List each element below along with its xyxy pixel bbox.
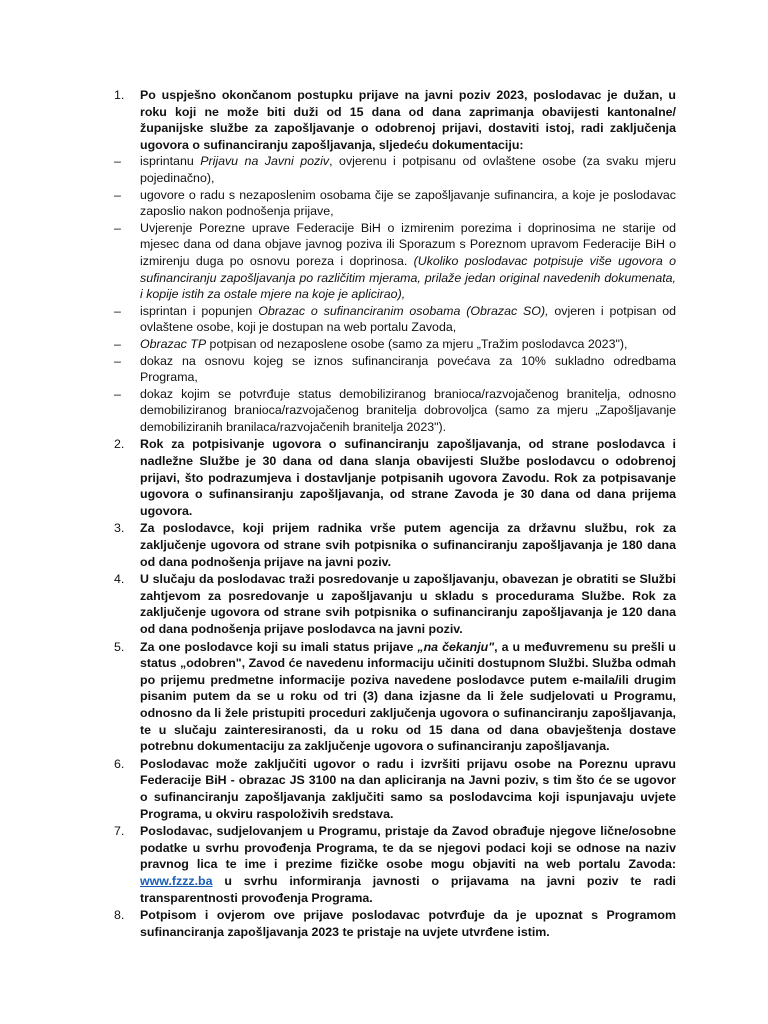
italic-text: Obrazac o sufinanciranim osobama (Obrazac SO),: [258, 303, 549, 318]
text-segment: u svrhu informiranja javnosti o prijavama na javni poziv te radi transparentnosti provođenja Programa.: [140, 873, 676, 905]
paragraph-text: [140, 908, 676, 939]
bullet-dash: –: [114, 220, 121, 235]
numbered-paragraph: [114, 520, 676, 570]
numbered-paragraph: [114, 823, 676, 906]
text-segment: Uvjerenje Porezne uprave Federacije BiH o izmirenim porezima i doprinosima ne starije od mjesec dana od dana objave javnog poziva ili Sporazum s Poreznom upravom Federacije BiH o izmirenju duga po osnovu poreza i doprinosa.: [140, 220, 676, 268]
document-body: [114, 87, 676, 940]
text-segment: isprintanu: [140, 154, 201, 169]
numbered-paragraph: [114, 571, 676, 637]
bullet-item: [114, 153, 676, 186]
bold-text: „odobren": [180, 656, 242, 671]
numbered-paragraph: [114, 87, 676, 153]
paragraph-text: [140, 304, 676, 335]
paragraph-text: [140, 824, 676, 904]
bullet-dash: –: [114, 187, 121, 202]
paragraph-text: [140, 221, 676, 301]
bullet-item: [114, 353, 676, 386]
paragraph-text: [140, 640, 676, 754]
paragraph-number: 2.: [114, 437, 125, 452]
paragraph-number: 1.: [114, 88, 125, 102]
italic-text: Prijavu na Javni poziv: [200, 154, 330, 169]
paragraph-number: 3.: [114, 521, 125, 536]
text-segment: U slučaju da poslodavac traži posredovanje u zapošljavanju, obavezan je obratiti se Službi zahtjevom za posredovanje u zapošljavanju u skladu s procedurama Službe. Rok za zaključenje ugovora od strane svih potpisnika o sufinanciranju zapošljavanja je 120 dana od dana podnošenja prijave poslodavca na javni poziv.: [140, 572, 676, 636]
paragraph-number: 7.: [114, 824, 125, 839]
paragraph-text: [140, 88, 676, 152]
italic-text: (Ukoliko poslodavac potpisuje više ugovora o sufinanciranju zapošljavanja po različitim mjerama, prilaže jedan original navedenih dokumenata, i kopije istih za ostale mjere na koje je aplicirao),: [140, 253, 676, 302]
website-link[interactable]: www.fzzz.ba: [140, 873, 213, 888]
text-segment: dokaz na osnovu kojeg se iznos sufinanciranja povećava za 10% sukladno odredbama Programa,: [140, 353, 676, 385]
text-segment: ovjeren i potpisan od ovlaštene osobe, koji je dostupan na web portalu Zavoda,: [140, 303, 677, 335]
bullet-dash: –: [114, 303, 121, 318]
text-segment: Za one poslodavce koji su imali status prijave: [140, 639, 418, 654]
numbered-paragraph: [114, 907, 676, 940]
bullet-item: [114, 386, 676, 436]
bold-italic-text: „na čekanju": [417, 639, 495, 654]
paragraph-text: [140, 354, 676, 385]
text-segment: Rok za potpisivanje ugovora o sufinanciranju zapošljavanja, od strane poslodavca i nadležne Službe je 30 dana od dana slanja obavijesti Službe poslodavcu o odobrenoj prijavi, što podrazumjeva i dostavljanje potpisanih ugovora Zavodu. Rok za potpisavanje ugovora o sufinansiranju zapošljavanja, od strane Zavoda je 30 dana od dana prijema ugovora.: [140, 437, 676, 518]
bullet-item: [114, 187, 676, 220]
bullet-item: [114, 220, 676, 303]
bullet-item: [114, 336, 676, 353]
text-segment: dokaz kojim se potvrđuje status demobiliziranog branioca/razvojačenog branitelja, odnosno demobiliziranog branioca/razvojačenog branitelja dobrovoljca (samo za mjeru „Zapošljavanje demobiliziranih branilaca/razvojačenih branitelja 2023").: [140, 386, 676, 434]
paragraph-text: [140, 154, 676, 185]
numbered-paragraph: [114, 756, 676, 822]
text-segment: , Zavod će navedenu informaciju učiniti dostupnom Službi. Služba odmah po prijemu predmetne informacije poziva navedene poslodavce putem e-maila/ili drugim pisanim putem da se u roku od tri (3) dana izjasne da li žele sudjelovati u Programu, odnosno da li žele pristupiti proceduri zaključenja ugovora o sufinanciranju zapošljavanja, te u slučaju zainteresiranosti, da u roku od 15 dana od dana obavještenja dostave potrebnu dokumentaciju za zaključenje ugovora o sufinanciranju zapošljavanja.: [140, 656, 677, 754]
paragraph-text: [140, 337, 627, 351]
bullet-dash: –: [114, 336, 121, 351]
text-segment: , a u međuvremenu su prešli u status: [140, 639, 677, 671]
numbered-paragraph: [114, 436, 676, 519]
text-segment: Po uspješno okončanom postupku prijave na javni poziv 2023, poslodavac je dužan, u roku koji ne može biti duži od 15 dana od dana zaprimanja obavijesti kantonalne/županijske službe za zapošljavanje o odobrenoj prijavi, dostaviti istoj, radi zaključenja ugovora o sufinanciranju zapošljavanja, sljedeću dokumentaciju:: [140, 88, 676, 152]
numbered-paragraph: [114, 639, 676, 755]
paragraph-number: 6.: [114, 756, 125, 771]
text-segment: Poslodavac može zaključiti ugovor o radu i izvršiti prijavu osobe na Poreznu upravu Federacije BiH - obrazac JS 3100 na dan apliciranja na Javni poziv, s tim što će se ugovor o sufinanciranju zapošljavanja zaključiti samo sa poslodavcima koji ispunjavaju uvjete Programa, u okviru raspoloživih sredstava.: [140, 756, 676, 821]
paragraph-text: [140, 757, 676, 821]
paragraph-text: [140, 572, 676, 636]
text-segment: Potpisom i ovjerom ove prijave poslodavac potvrđuje da je upoznat s Programom sufinanciranja zapošljavanja 2023 te pristaje na uvjete utvrđene istim.: [140, 908, 676, 939]
paragraph-text: [140, 437, 676, 517]
italic-text: Obrazac TP: [140, 336, 207, 351]
paragraph-text: [140, 387, 676, 434]
bullet-dash: –: [114, 154, 121, 169]
paragraph-text: [140, 188, 676, 219]
text-segment: isprintan i popunjen: [140, 303, 259, 318]
text-segment: Za poslodavce, koji prijem radnika vrše putem agencija za državnu službu, rok za zaključenje ugovora od strane svih potpisnika o sufinanciranju zapošljavanja je 180 dana od dana podnošenja prijave na javni poziv.: [140, 521, 676, 569]
paragraph-number: 5.: [114, 639, 125, 654]
paragraph-number: 8.: [114, 908, 125, 923]
bullet-dash: –: [114, 353, 121, 368]
bullet-item: [114, 303, 676, 336]
paragraph-number: 4.: [114, 572, 125, 587]
bullet-dash: –: [114, 386, 121, 401]
text-segment: ugovore o radu s nezaposlenim osobama čije se zapošljavanje sufinancira, a koje je poslodavac zaposlio nakon podnošenja prijave,: [140, 187, 676, 219]
text-segment: potpisan od nezaposlene osobe (samo za mjeru „Tražim poslodavca 2023"),: [206, 336, 628, 351]
paragraph-text: [140, 521, 676, 568]
text-segment: , ovjerenu i potpisanu od ovlaštene osobe (za svaku mjeru pojedinačno),: [140, 154, 677, 185]
text-segment: Poslodavac, sudjelovanjem u Programu, pristaje da Zavod obrađuje njegove lične/osobne podatke u svrhu provođenja Programa, te da se njegovi podaci koji se odnose na naziv pravnog lica te ime i prezime fizičke osobe mogu objaviti na web portalu Zavoda:: [140, 824, 676, 872]
